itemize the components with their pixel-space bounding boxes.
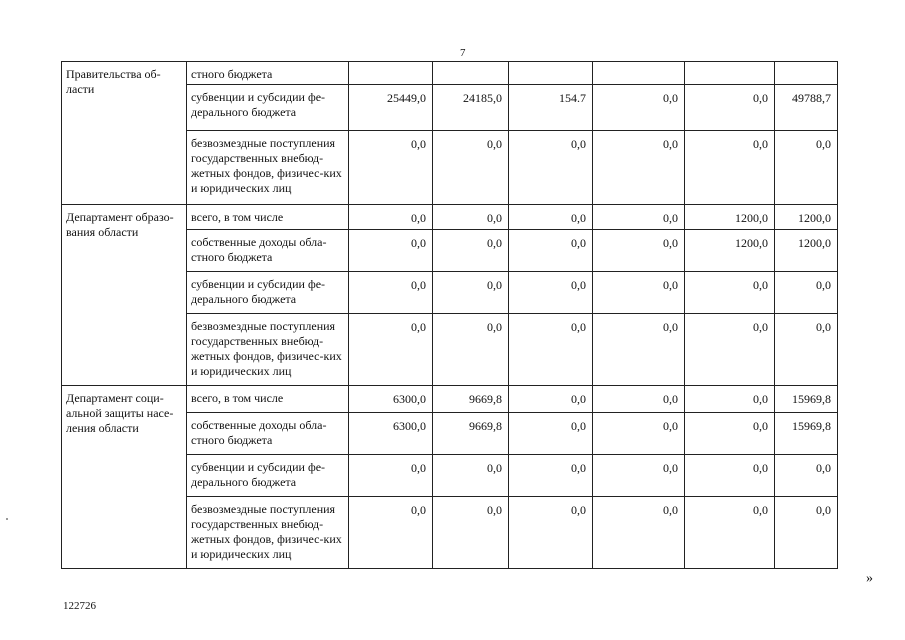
document-code: 122726 <box>63 600 96 612</box>
value-cell: 0,0 <box>349 497 433 569</box>
value-cell <box>509 62 593 85</box>
value-cell: 0,0 <box>509 455 593 497</box>
department-cell: Правительства об-ласти <box>62 62 187 205</box>
budget-table <box>61 61 838 569</box>
value-cell: 0,0 <box>775 455 838 497</box>
value-cell: 0,0 <box>593 455 685 497</box>
funding-source-cell: безвозмездные поступления государственных внебюд-жетных фондов, физичес-ких и юридических лиц <box>187 131 349 205</box>
value-cell: 0,0 <box>509 413 593 455</box>
funding-source-cell: субвенции и субсидии фе-дерального бюджета <box>187 272 349 314</box>
value-cell <box>349 62 433 85</box>
value-cell: 0,0 <box>685 85 775 131</box>
value-cell: 0,0 <box>593 230 685 272</box>
value-cell: 1200,0 <box>775 230 838 272</box>
funding-source-cell: субвенции и субсидии фе-дерального бюджета <box>187 455 349 497</box>
table-row <box>62 386 838 413</box>
value-cell: 0,0 <box>685 386 775 413</box>
value-cell: 49788,7 <box>775 85 838 131</box>
value-cell: 6300,0 <box>349 413 433 455</box>
value-cell: 0,0 <box>509 386 593 413</box>
value-cell: 0,0 <box>509 272 593 314</box>
funding-source-cell: безвозмездные поступления государственных внебюд-жетных фондов, физичес-ких и юридических лиц <box>187 497 349 569</box>
value-cell: 6300,0 <box>349 386 433 413</box>
value-cell: 0,0 <box>685 455 775 497</box>
funding-source-cell: всего, в том числе <box>187 205 349 230</box>
value-cell: 0,0 <box>349 272 433 314</box>
value-cell: 0,0 <box>433 205 509 230</box>
closing-quote: » <box>866 571 873 586</box>
value-cell: 0,0 <box>349 455 433 497</box>
value-cell: 1200,0 <box>775 205 838 230</box>
value-cell: 0,0 <box>433 272 509 314</box>
value-cell: 154.7 <box>509 85 593 131</box>
value-cell: 0,0 <box>775 131 838 205</box>
funding-source-cell: безвозмездные поступления государственных внебюд-жетных фондов, физичес-ких и юридических лиц <box>187 314 349 386</box>
table-row <box>62 205 838 230</box>
value-cell: 0,0 <box>593 272 685 314</box>
department-cell: Департамент образо-вания области <box>62 205 187 386</box>
value-cell <box>593 62 685 85</box>
value-cell: 0,0 <box>509 230 593 272</box>
value-cell: 0,0 <box>349 314 433 386</box>
value-cell: 0,0 <box>685 272 775 314</box>
value-cell: 0,0 <box>509 497 593 569</box>
value-cell: 15969,8 <box>775 386 838 413</box>
funding-source-cell: стного бюджета <box>187 62 349 85</box>
value-cell: 0,0 <box>685 131 775 205</box>
value-cell: 0,0 <box>685 413 775 455</box>
value-cell: 0,0 <box>775 272 838 314</box>
value-cell: 9669,8 <box>433 386 509 413</box>
value-cell: 0,0 <box>775 314 838 386</box>
value-cell: 0,0 <box>349 230 433 272</box>
value-cell: 0,0 <box>509 205 593 230</box>
value-cell: 25449,0 <box>349 85 433 131</box>
value-cell: 0,0 <box>509 314 593 386</box>
value-cell: 0,0 <box>433 314 509 386</box>
value-cell: 0,0 <box>433 230 509 272</box>
value-cell: 0,0 <box>593 314 685 386</box>
funding-source-cell: всего, в том числе <box>187 386 349 413</box>
value-cell: 0,0 <box>433 497 509 569</box>
value-cell: 9669,8 <box>433 413 509 455</box>
value-cell: 0,0 <box>433 455 509 497</box>
funding-source-cell: собственные доходы обла-стного бюджета <box>187 230 349 272</box>
value-cell: 0,0 <box>349 131 433 205</box>
value-cell <box>685 62 775 85</box>
value-cell: 15969,8 <box>775 413 838 455</box>
value-cell: 0,0 <box>775 497 838 569</box>
scan-speck <box>6 518 8 520</box>
value-cell: 24185,0 <box>433 85 509 131</box>
value-cell: 0,0 <box>593 131 685 205</box>
value-cell: 0,0 <box>349 205 433 230</box>
value-cell: 0,0 <box>593 85 685 131</box>
funding-source-cell: субвенции и субсидии фе-дерального бюджета <box>187 85 349 131</box>
value-cell: 0,0 <box>685 497 775 569</box>
value-cell: 0,0 <box>593 386 685 413</box>
value-cell: 0,0 <box>593 413 685 455</box>
page-number: 7 <box>460 47 466 59</box>
department-cell: Департамент соци-альной защиты насе-ления области <box>62 386 187 569</box>
value-cell <box>775 62 838 85</box>
value-cell: 1200,0 <box>685 205 775 230</box>
funding-source-cell: собственные доходы обла-стного бюджета <box>187 413 349 455</box>
value-cell: 0,0 <box>593 205 685 230</box>
value-cell <box>433 62 509 85</box>
value-cell: 0,0 <box>685 314 775 386</box>
value-cell: 0,0 <box>509 131 593 205</box>
value-cell: 0,0 <box>593 497 685 569</box>
table-row <box>62 62 838 85</box>
value-cell: 0,0 <box>433 131 509 205</box>
value-cell: 1200,0 <box>685 230 775 272</box>
